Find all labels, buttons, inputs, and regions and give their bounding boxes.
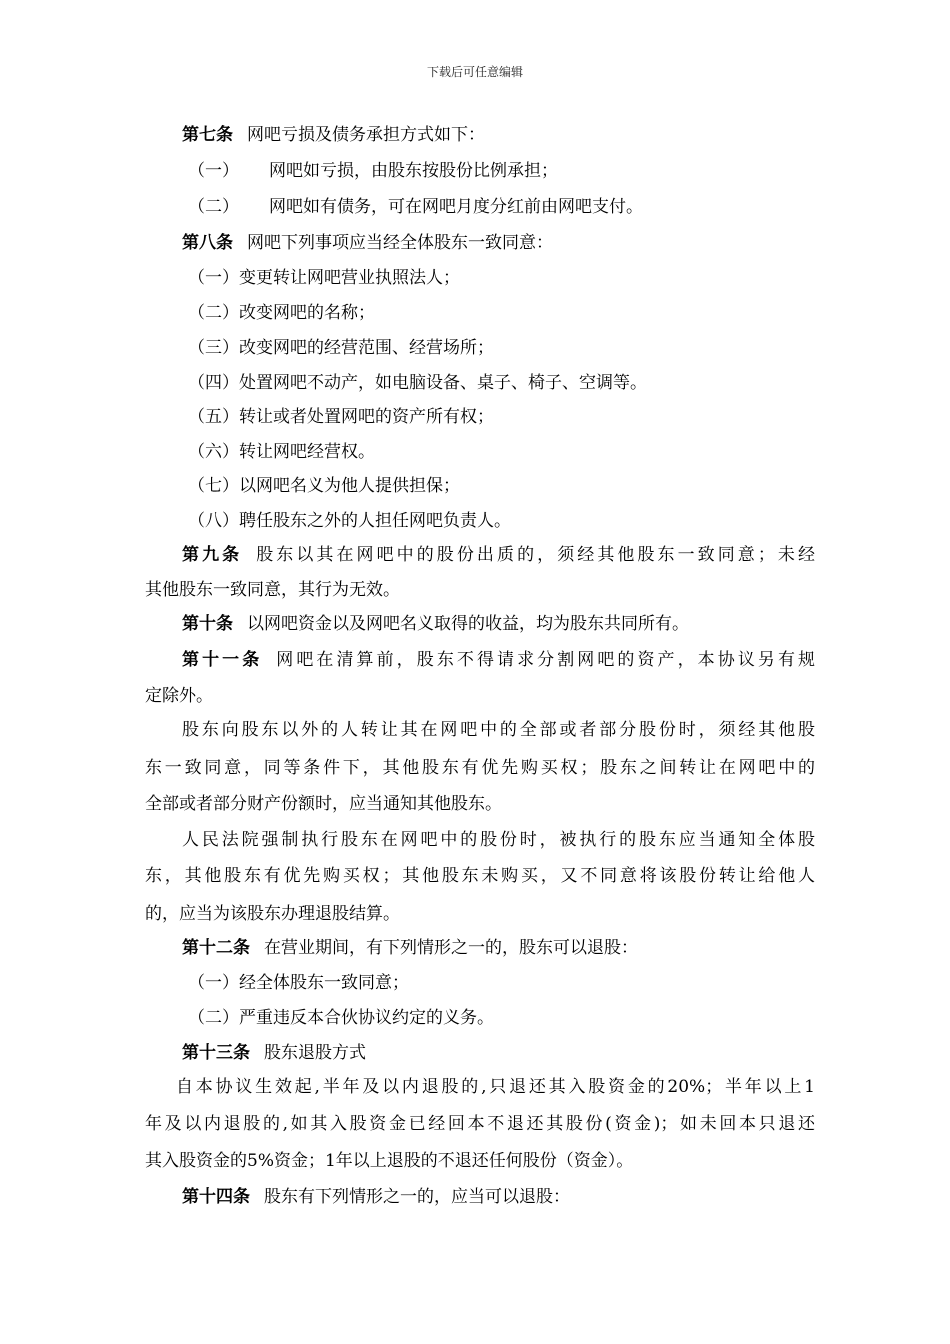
list-item: （五）转让或者处置网吧的资产所有权； — [188, 407, 494, 427]
paragraph-line: 定除外。 — [145, 686, 213, 706]
list-item: （八）聘任股东之外的人担任网吧负责人。 — [188, 511, 511, 531]
article-text: 网吧下列事项应当经全体股东一致同意： — [247, 233, 553, 253]
item-text: 网吧如亏损，由股东按股份比例承担； — [269, 161, 558, 181]
article-text: 在营业期间，有下列情形之一的，股东可以退股： — [264, 938, 638, 958]
item-text: 网吧如有债务，可在网吧月度分红前由网吧支付。 — [269, 197, 643, 217]
article-10 — [182, 612, 815, 636]
paragraph-line: 东一致同意，同等条件下，其他股东有优先购买权；股东之间转让在网吧中的 — [145, 758, 815, 778]
list-item: （七）以网吧名义为他人提供担保； — [188, 476, 460, 496]
list-item: （三）改变网吧的经营范围、经营场所； — [188, 338, 494, 358]
article-number: 第十一条 — [182, 650, 263, 670]
paragraph-line: 其他股东一致同意，其行为无效。 — [145, 580, 400, 600]
article-text: 股东有下列情形之一的，应当可以退股： — [264, 1187, 570, 1207]
paragraph-line: 全部或者部分财产份额时，应当通知其他股东。 — [145, 794, 502, 814]
list-item — [188, 159, 815, 183]
item-label: （二） — [188, 197, 239, 217]
list-item: （一）变更转让网吧营业执照法人； — [188, 268, 460, 288]
list-item: （四）处置网吧不动产，如电脑设备、桌子、椅子、空调等。 — [188, 373, 647, 393]
article-text: 股东以其在网吧中的股份出质的，须经其他股东一致同意；未经 — [256, 545, 816, 565]
article-14 — [182, 1185, 815, 1209]
article-text: 网吧亏损及债务承担方式如下： — [247, 125, 485, 145]
article-number: 第十四条 — [182, 1187, 250, 1207]
article-number: 第九条 — [182, 545, 243, 565]
article-13 — [182, 1041, 815, 1065]
list-item: （一）经全体股东一致同意； — [188, 973, 409, 993]
article-text: 以网吧资金以及网吧名义取得的收益，均为股东共同所有。 — [247, 614, 689, 634]
article-number: 第十二条 — [182, 938, 250, 958]
article-9 — [182, 543, 815, 567]
paragraph-line: 股东向股东以外的人转让其在网吧中的全部或者部分股份时，须经其他股 — [182, 720, 815, 740]
item-label: （一） — [188, 161, 239, 181]
list-item: （六）转让网吧经营权。 — [188, 442, 375, 462]
article-number: 第十条 — [182, 614, 233, 634]
page-header: 下载后可任意编辑 — [426, 65, 523, 79]
article-11 — [182, 648, 815, 672]
paragraph-line: 人民法院强制执行股东在网吧中的股份时，被执行的股东应当通知全体股 — [182, 830, 815, 850]
article-12 — [182, 936, 815, 960]
paragraph-line: 自本协议生效起,半年及以内退股的,只退还其入股资金的20%；半年以上1 — [176, 1077, 815, 1097]
article-number: 第八条 — [182, 233, 233, 253]
article-8 — [182, 231, 815, 255]
article-text: 网吧在清算前，股东不得请求分割网吧的资产，本协议另有规 — [276, 650, 816, 670]
paragraph-line: 其入股资金的5%资金；1年以上退股的不退还任何股份（资金）。 — [145, 1151, 634, 1171]
list-item: （二）改变网吧的名称； — [188, 303, 375, 323]
paragraph-line: 东，其他股东有优先购买权；其他股东未购买，又不同意将该股份转让给他人 — [145, 866, 815, 886]
article-number: 第十三条 — [182, 1043, 250, 1063]
article-7 — [182, 123, 815, 147]
article-text: 股东退股方式 — [264, 1043, 366, 1063]
paragraph-line: 年及以内退股的,如其入股资金已经回本不退还其股份(资金)；如未回本只退还 — [145, 1114, 815, 1134]
paragraph-line: 的，应当为该股东办理退股结算。 — [145, 904, 400, 924]
list-item: （二）严重违反本合伙协议约定的义务。 — [188, 1008, 494, 1028]
list-item — [188, 195, 815, 219]
article-number: 第七条 — [182, 125, 233, 145]
